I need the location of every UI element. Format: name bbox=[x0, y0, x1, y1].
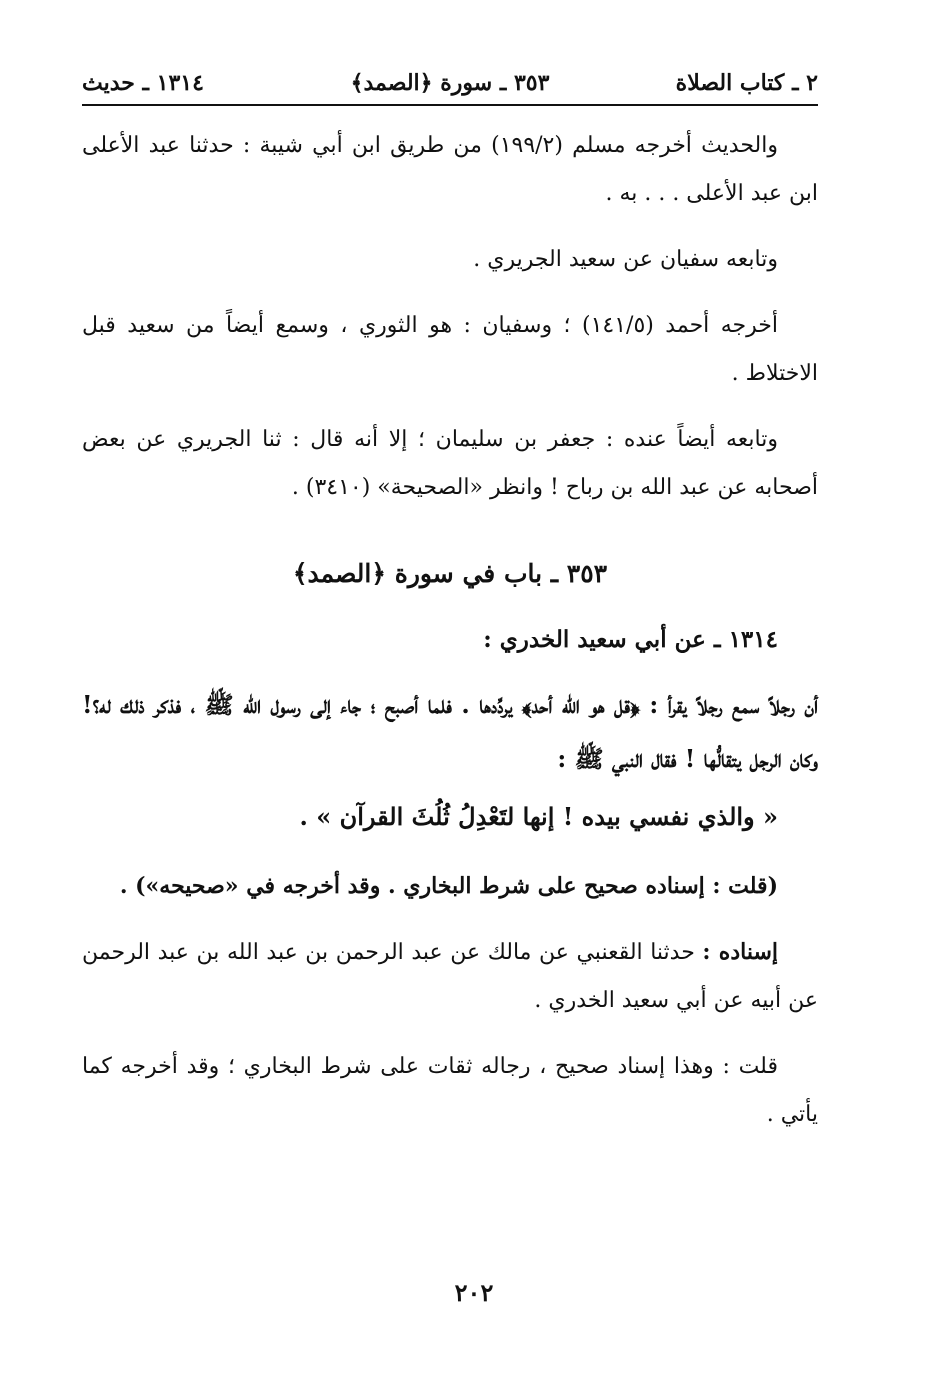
paragraph-jafar-mutabaah: وتابعه أيضاً عنده : جعفر بن سليمان ؛ إلا أنه قال : ثنا الجريري عن بعض أصحابه عن عبد الله بن رباح ! وانظر «الصحيحة» (٣٤١٠) . bbox=[82, 427, 818, 500]
header-chapter-title: ٣٥٣ ـ سورة ﴿الصمد﴾ bbox=[350, 70, 550, 96]
header-divider bbox=[82, 104, 818, 106]
isnad-text: حدثنا القعنبي عن مالك عن عبد الرحمن بن عبد الله بن عبد الرحمن عن أبيه عن أبي سعيد الخدري . bbox=[82, 940, 818, 1013]
paragraph-ahmad-takhrij: أخرجه أحمد (١٤١/٥) ؛ وسفيان : هو الثوري ، وسمع أيضاً من سعيد قبل الاختلاط . bbox=[82, 313, 818, 386]
hadith-number-line: ١٣١٤ ـ عن أبي سعيد الخدري : bbox=[483, 626, 778, 653]
paragraph-muslim-takhrij: والحديث أخرجه مسلم (١٩٩/٢) من طريق ابن أبي شيبة : حدثنا عبد الأعلى ابن عبد الأعلى . . . به . bbox=[82, 133, 818, 206]
final-grading-note: قلت : وهذا إسناد صحيح ، رجاله ثقات على شرط البخاري ؛ وقد أخرجه كما يأتي . bbox=[82, 1054, 818, 1127]
page-number: ٢٠٢ bbox=[454, 1278, 494, 1307]
qult-grading-note: (قلت : إسناده صحيح على شرط البخاري . وقد أخرجه في «صحيحه») . bbox=[119, 873, 778, 899]
hadith-prophetic-quote: « والذي نفسي بيده ! إنها لتَعْدِلُ ثُلُثَ القرآن » . bbox=[299, 802, 778, 831]
header-hadith-number: ١٣١٤ ـ حديث bbox=[82, 70, 204, 96]
header-book-title: ٢ ـ كتاب الصلاة bbox=[675, 70, 818, 96]
isnad-paragraph bbox=[82, 928, 818, 1025]
running-header bbox=[82, 70, 818, 100]
section-heading: ٣٥٣ ـ باب في سورة ﴿الصمد﴾ bbox=[292, 559, 608, 588]
page-body bbox=[82, 122, 818, 1139]
hadith-matn: أن رجلاً سمع رجلاً يقرأ : ﴿قل هو الله أحد﴾ يردِّدها . فلما أصبح ؛ جاء إلى رسول الله ﷺ ، فذكر ذلك له؟! وكان الرجل يتقالُّها ! فقال النبي ﷺ : bbox=[82, 690, 818, 773]
paragraph-sufyan-mutabaah: وتابعه سفيان عن سعيد الجريري . bbox=[473, 247, 778, 272]
isnad-label: إسناده : bbox=[702, 939, 778, 965]
